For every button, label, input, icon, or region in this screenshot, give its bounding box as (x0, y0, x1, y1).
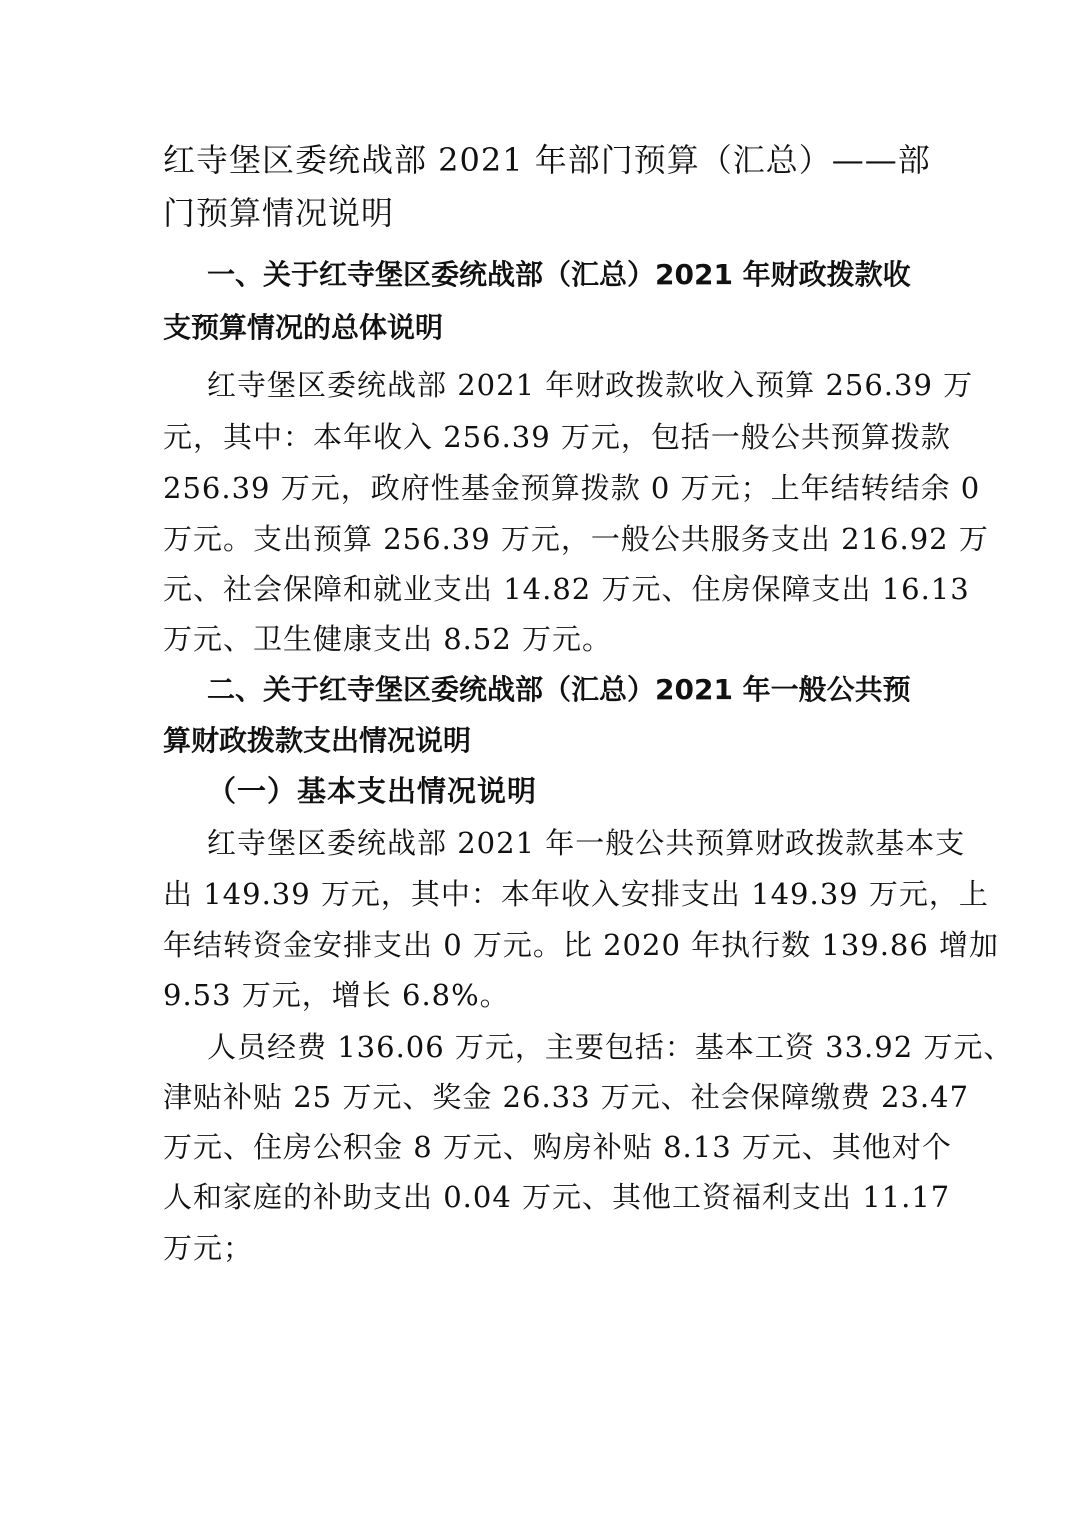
section1-body-line-3: 256.39 万元，政府性基金预算拨款 0 万元；上年结转结余 0 (163, 471, 981, 505)
section2-heading-line-2: 算财政拨款支出情况说明 (163, 724, 472, 757)
section1-heading-line-2: 支预算情况的总体说明 (163, 311, 444, 344)
document-title-line-1: 红寺堡区委统战部 2021 年部门预算（汇总）——部 (163, 141, 931, 179)
section2-para2-line-3: 万元、住房公积金 8 万元、购房补贴 8.13 万元、其他对个 (163, 1130, 952, 1164)
section2-para1-line-2: 出 149.39 万元，其中：本年收入安排支出 149.39 万元，上 (163, 877, 989, 911)
section2-para1-line-3: 年结转资金安排支出 0 万元。比 2020 年执行数 139.86 增加 (163, 928, 1000, 962)
section1-body-line-2: 元，其中：本年收入 256.39 万元，包括一般公共预算拨款 (163, 420, 951, 454)
section1-body-line-1: 红寺堡区委统战部 2021 年财政拨款收入预算 256.39 万 (207, 368, 974, 402)
document-title-line-2: 门预算情况说明 (163, 194, 395, 232)
section2-para2-line-4: 人和家庭的补助支出 0.04 万元、其他工资福利支出 11.17 (163, 1180, 951, 1214)
section1-body-line-4: 万元。支出预算 256.39 万元，一般公共服务支出 216.92 万 (163, 522, 989, 556)
section2-subheading: （一）基本支出情况说明 (207, 774, 538, 808)
section2-para2-line-2: 津贴补贴 25 万元、奖金 26.33 万元、社会保障缴费 23.47 (163, 1080, 970, 1114)
section2-para1-line-1: 红寺堡区委统战部 2021 年一般公共预算财政拨款基本支 (207, 826, 966, 860)
section1-body-line-6: 万元、卫生健康支出 8.52 万元。 (163, 622, 613, 656)
section2-heading-line-1: 二、关于红寺堡区委统战部（汇总）2021 年一般公共预 (207, 673, 911, 706)
section1-heading-line-1: 一、关于红寺堡区委统战部（汇总）2021 年财政拨款收 (207, 258, 911, 291)
section1-body-line-5: 元、社会保障和就业支出 14.82 万元、住房保障支出 16.13 (163, 572, 970, 606)
section2-para2-line-1: 人员经费 136.06 万元，主要包括：基本工资 33.92 万元、 (207, 1030, 1014, 1064)
section2-para2-line-5: 万元； (163, 1231, 254, 1265)
section2-para1-line-4: 9.53 万元，增长 6.8%。 (163, 978, 510, 1012)
